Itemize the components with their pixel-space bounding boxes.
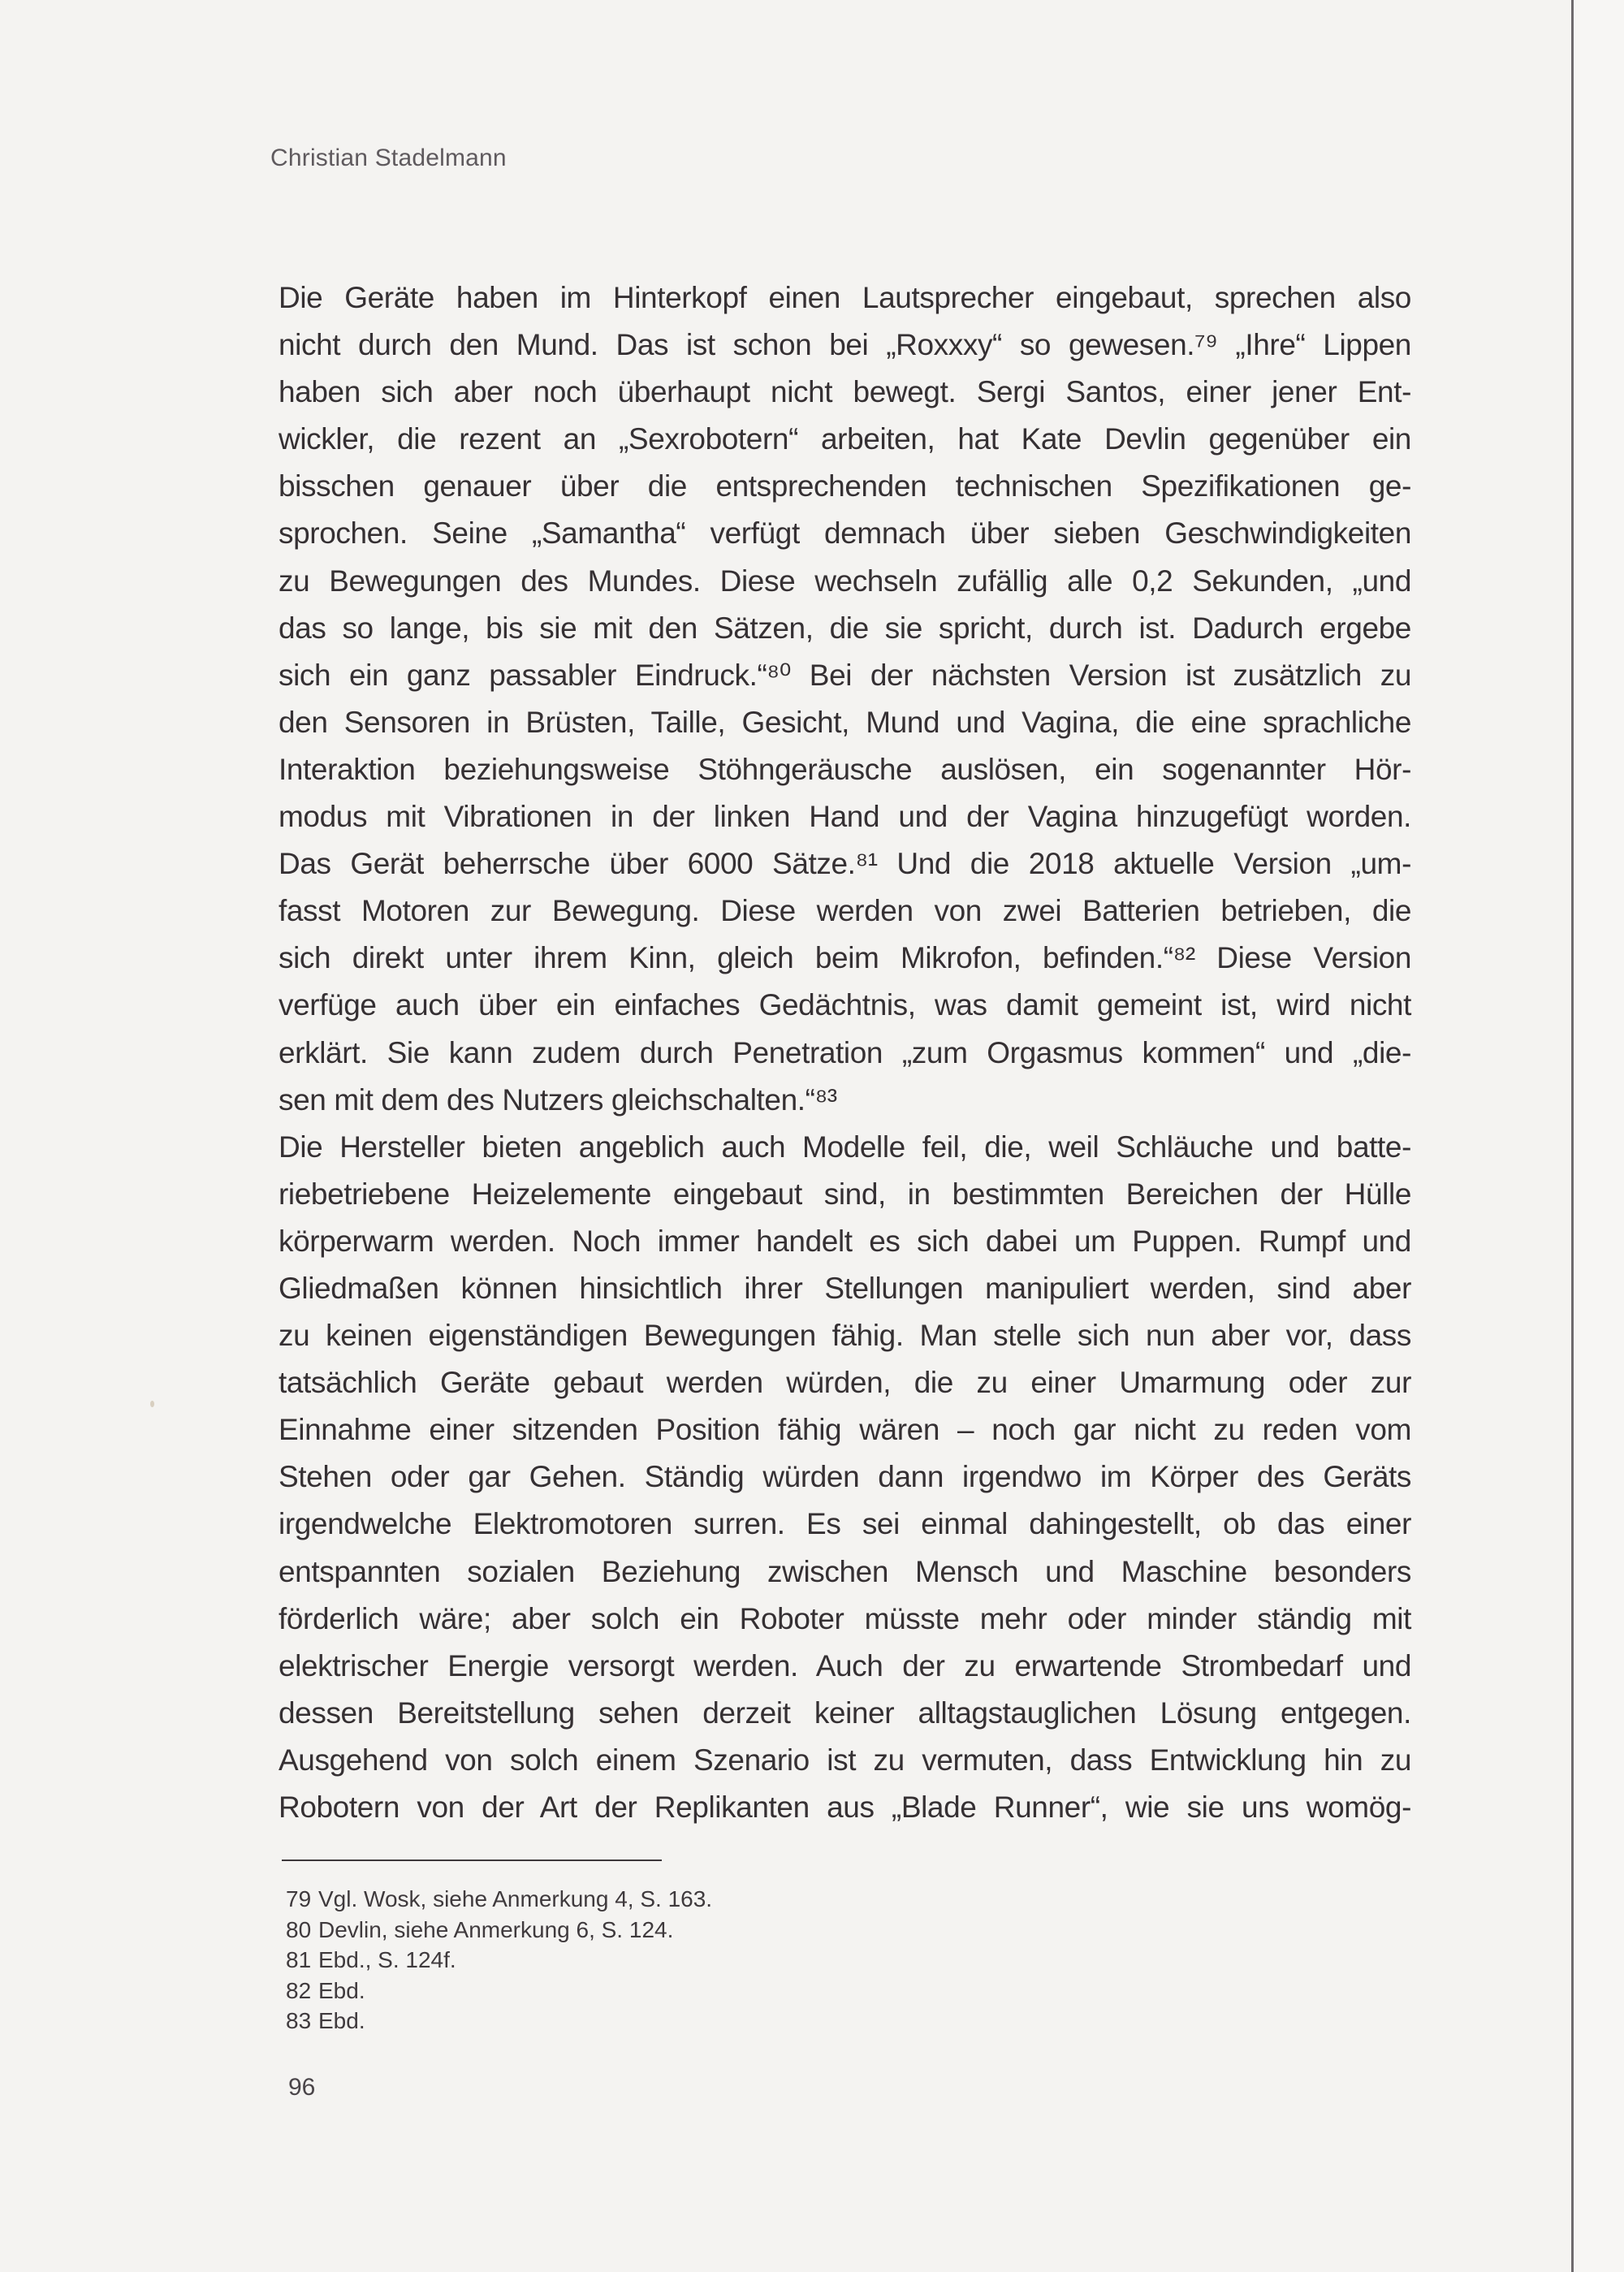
text-line: nicht durch den Mund. Das ist schon bei „Roxxxy“ so gewesen.⁷⁹ „Ihre“ Lippen — [279, 328, 1411, 362]
text-line: riebetriebene Heizelemente eingebaut sind, in bestimmten Bereichen der Hülle — [279, 1177, 1411, 1211]
text-line: Das Gerät beherrsche über 6000 Sätze.⁸¹ Und die 2018 aktuelle Version „um- — [279, 847, 1411, 881]
page-number: 96 — [288, 2074, 316, 2101]
text-line: tatsächlich Geräte gebaut werden würden, die zu einer Umarmung oder zur — [279, 1366, 1411, 1400]
text-line: wickler, die rezent an „Sexrobotern“ arbeiten, hat Kate Devlin gegenüber ein — [279, 422, 1411, 456]
text-line: haben sich aber noch überhaupt nicht bewegt. Sergi Santos, einer jener Ent- — [279, 375, 1411, 409]
text-line: sich ein ganz passabler Eindruck.“⁸⁰ Bei der nächsten Version ist zusätzlich zu — [279, 658, 1411, 692]
adjacent-page — [1574, 0, 1624, 2272]
text-line: elektrischer Energie versorgt werden. Auch der zu erwartende Strombedarf und — [279, 1648, 1411, 1682]
text-line: Die Hersteller bieten angeblich auch Modelle feil, die, weil Schläuche und batte- — [279, 1130, 1411, 1164]
text-line: modus mit Vibrationen in der linken Hand und der Vagina hinzugefügt worden. — [279, 800, 1411, 834]
footnote — [286, 1976, 712, 2006]
footnote — [286, 1915, 712, 1946]
footnote-text: Ebd. — [318, 1977, 365, 2003]
text-line: sich direkt unter ihrem Kinn, gleich beim Mikrofon, befinden.“⁸² Diese Version — [279, 941, 1411, 975]
footnote-text: Ebd. — [318, 2008, 365, 2033]
text-line: sen mit dem des Nutzers gleichschalten.“⁸³ — [279, 1082, 837, 1117]
text-line: zu Bewegungen des Mundes. Diese wechseln zufällig alle 0,2 Sekunden, „und — [279, 564, 1411, 598]
text-line: Interaktion beziehungsweise Stöhngeräusche auslösen, ein sogenannter Hör- — [279, 752, 1411, 786]
text-line: verfüge auch über ein einfaches Gedächtnis, was damit gemeint ist, wird nicht — [279, 988, 1411, 1022]
running-head: Christian Stadelmann — [270, 145, 507, 171]
text-line: das so lange, bis sie mit den Sätzen, die sie spricht, durch ist. Dadurch ergebe — [279, 611, 1411, 645]
footnote-number: 80 — [286, 1916, 312, 1942]
text-line: Stehen oder gar Gehen. Ständig würden dann irgendwo im Körper des Geräts — [279, 1460, 1411, 1494]
text-line: sprochen. Seine „Samantha“ verfügt demnach über sieben Geschwindigkeiten — [279, 516, 1411, 551]
text-line: förderlich wäre; aber solch ein Roboter müsste mehr oder minder ständig mit — [279, 1601, 1411, 1635]
text-line: Die Geräte haben im Hinterkopf einen Lautsprecher eingebaut, sprechen also — [279, 281, 1411, 314]
text-line: Ausgehend von solch einem Szenario ist zu vermuten, dass Entwicklung hin zu — [279, 1743, 1411, 1777]
text-line: zu keinen eigenständigen Bewegungen fähig. Man stelle sich nun aber vor, dass — [279, 1319, 1411, 1353]
text-line: erklärt. Sie kann zudem durch Penetration „zum Orgasmus kommen“ und „die- — [279, 1035, 1411, 1069]
footnote-number: 81 — [286, 1947, 312, 1972]
footnote-text: Ebd., S. 124f. — [318, 1947, 456, 1972]
text-line: den Sensoren in Brüsten, Taille, Gesicht, Mund und Vagina, die eine sprachliche — [279, 705, 1411, 739]
text-line: bisschen genauer über die entsprechenden technischen Spezifikationen ge- — [279, 469, 1411, 503]
footnote-number: 83 — [286, 2008, 312, 2033]
text-line: Einnahme einer sitzenden Position fähig wären – noch gar nicht zu reden vom — [279, 1413, 1411, 1447]
text-line: dessen Bereitstellung sehen derzeit keiner alltagstauglichen Lösung entgegen. — [279, 1695, 1411, 1730]
text-line: irgendwelche Elektromotoren surren. Es sei einmal dahingestellt, ob das einer — [279, 1507, 1411, 1541]
footnote — [286, 1945, 712, 1976]
footnote-number: 82 — [286, 1977, 312, 2003]
body-text — [279, 274, 1411, 1831]
footnote-text: Vgl. Wosk, siehe Anmerkung 4, S. 163. — [318, 1886, 713, 1911]
footnote — [286, 2006, 712, 2037]
footnote-rule — [282, 1859, 662, 1861]
text-line: körperwarm werden. Noch immer handelt es sich dabei um Puppen. Rumpf und — [279, 1224, 1411, 1258]
page-edge — [1571, 0, 1574, 2272]
footnote — [286, 1884, 712, 1915]
text-line: Gliedmaßen können hinsichtlich ihrer Stellungen manipuliert werden, sind aber — [279, 1271, 1411, 1305]
footnote-number: 79 — [286, 1886, 312, 1911]
footnotes — [286, 1884, 712, 2037]
text-line: Robotern von der Art der Replikanten aus „Blade Runner“, wie sie uns womög- — [279, 1790, 1411, 1824]
text-line: fasst Motoren zur Bewegung. Diese werden von zwei Batterien betrieben, die — [279, 894, 1411, 928]
footnote-text: Devlin, siehe Anmerkung 6, S. 124. — [318, 1916, 674, 1942]
text-line: entspannten sozialen Beziehung zwischen Mensch und Maschine besonders — [279, 1554, 1411, 1588]
paper-speck — [150, 1401, 154, 1407]
